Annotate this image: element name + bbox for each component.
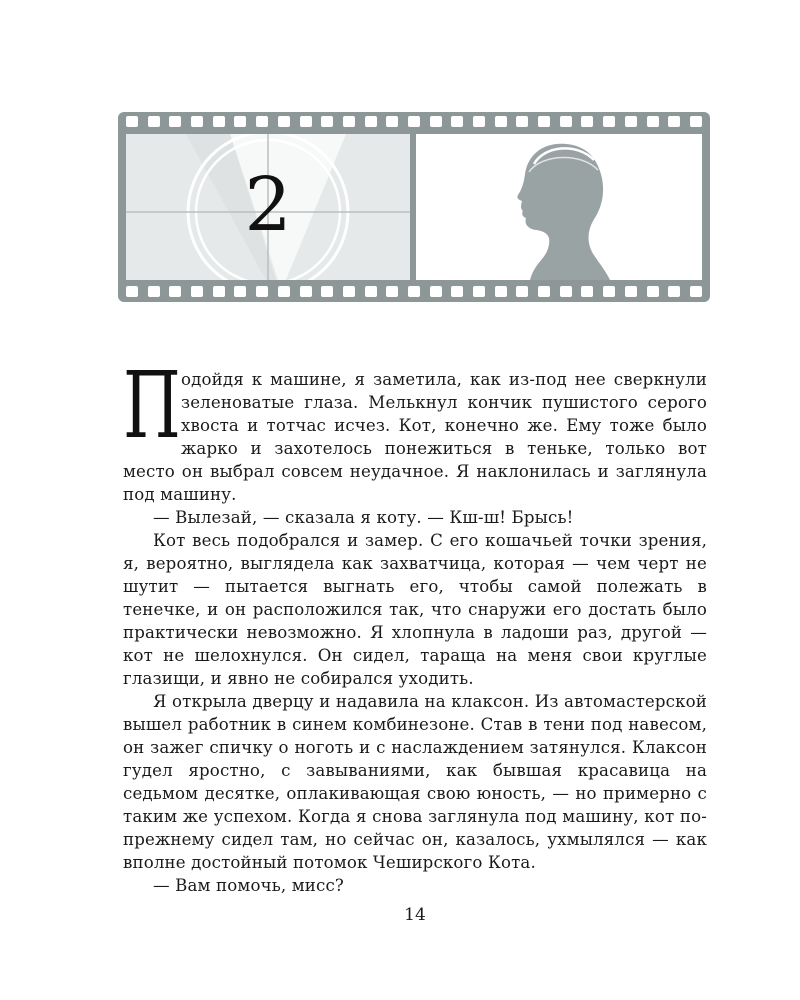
film-sprocket-holes-bottom xyxy=(126,286,702,298)
chapter-number: 2 xyxy=(244,162,292,248)
woman-profile-silhouette-icon xyxy=(416,134,702,280)
paragraph-text: одойдя к машине, я заметила, как из-под нее сверкнули зеленоватые глаза. Мелькнул кончик пушистого серого хвоста и тотчас исчез. Кот, конечно же. Ему тоже было жарко и захотелось понежиться в теньке, только вот место он выбрал совсем неудачное. Я наклонилась и заглянула под машину. xyxy=(123,370,707,504)
paragraph: — Вам помочь, мисс? xyxy=(153,876,344,895)
paragraph: — Вылезай, — сказала я коту. — Кш-ш! Брысь! xyxy=(153,508,574,527)
paragraph: Кот весь подобрался и замер. С его кошачьей точки зрения, я, вероятно, выглядела как захватчица, которая — чем черт не шутит — пытается выгнать его, чтобы самой полежать в тенечке, и он расположился так, что снаружи его достать было практически невозможно. Я хлопнула в ладоши раз, другой — кот не шелохнулся. Он сидел, тараща на меня свои круглые глазищи, и явно не собирался уходить. xyxy=(123,531,707,688)
film-countdown-frame xyxy=(126,134,410,280)
film-strip-header xyxy=(118,112,710,302)
paragraph: Я открыла дверцу и надавила на клаксон. Из автомастерской вышел работник в синем комбинезоне. Став в тени под навесом, он зажег спичку о ноготь и с наслаждением затянулся. Клаксон гудел яростно, с завываниями, как бывшая красавица на седьмом десятке, оплакивающая свою юность, — но примерно с таким же успехом. Когда я снова заглянула под машину, кот по-прежнему сидел там, но сейчас он, казалось, ухмылялся — как вполне достойный потомок Чеширского Кота. xyxy=(123,692,707,872)
paragraph xyxy=(123,352,707,506)
chapter-body-text xyxy=(123,352,707,897)
film-portrait-frame xyxy=(416,134,702,280)
film-sprocket-holes-top xyxy=(126,116,702,128)
page-number: 14 xyxy=(404,905,426,925)
drop-cap: П xyxy=(123,352,181,459)
